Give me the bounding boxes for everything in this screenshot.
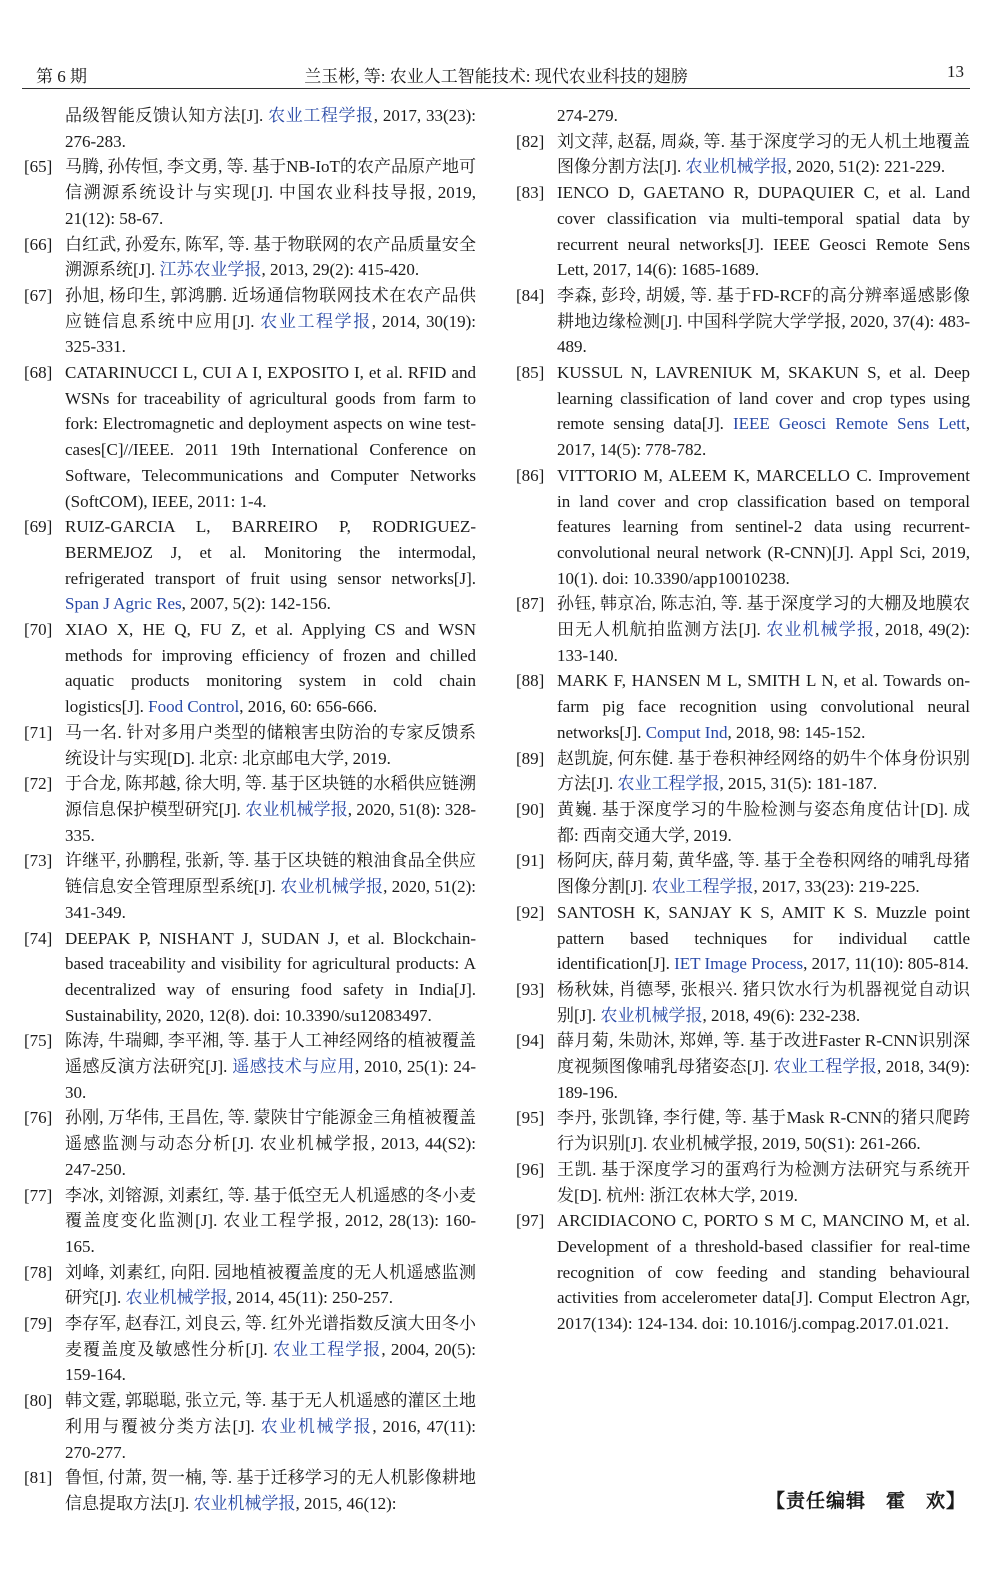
references-left-column bbox=[24, 103, 476, 1517]
reference-text-tail: , 2020, 51(2): 221-229. bbox=[787, 157, 946, 177]
reference-text-tail: , 2013, 29(2): 415-420. bbox=[261, 260, 420, 280]
reference-text-tail: , 2014, 30(19): 325-331. bbox=[65, 311, 476, 357]
reference-text-tail: , 2015, 46(12): bbox=[295, 1493, 397, 1513]
reference-number: [73] bbox=[24, 851, 53, 871]
reference-text: 许继平, 孙鹏程, 张新, 等. 基于区块链的粮油食品全供应链信息安全管理原型系统[J]. bbox=[65, 851, 476, 897]
reference-text-tail: , 2020, 51(2): 341-349. bbox=[65, 877, 477, 922]
reference-text-tail: , 2020, 51(8): 328-335. bbox=[65, 799, 476, 845]
reference-number: [88] bbox=[516, 671, 545, 691]
journal-link[interactable]: 农业机械学报 bbox=[125, 1288, 228, 1308]
reference-number: [78] bbox=[24, 1262, 53, 1282]
reference-text-tail: , 2017, 14(5): 778-782. bbox=[557, 414, 970, 460]
reference-text-tail: , 2018, 49(2): 133-140. bbox=[557, 620, 971, 665]
reference-number: [69] bbox=[24, 517, 53, 537]
journal-link[interactable]: 农业机械学报 bbox=[193, 1493, 296, 1513]
reference-item bbox=[24, 771, 476, 848]
reference-text: KUSSUL N, LAVRENIUK M, SKAKUN S, et al. Deep learning classification of land cover and crop types using remote sensing data[J]. bbox=[557, 363, 970, 434]
reference-text-tail: , 2018, 98: 145-152. bbox=[727, 722, 866, 742]
reference-number: [84] bbox=[516, 285, 545, 305]
reference-text: IENCO D, GAETANO R, DUPAQUIER C, et al. Land cover classification via multi-temporal spatial data by recurrent neural networks[J]. IEEE Geosci Remote Sens Lett, 2017, 14(6): 1685-1689. bbox=[557, 183, 970, 280]
reference-item bbox=[516, 360, 970, 463]
reference-number: [77] bbox=[24, 1185, 53, 1205]
reference-text: MARK F, HANSEN M L, SMITH L N, et al. Towards on-farm pig face recognition using convolutional neural networks[J]. bbox=[557, 671, 970, 742]
reference-item bbox=[24, 360, 476, 514]
reference-text: 孙刚, 万华伟, 王昌佐, 等. 蒙陕甘宁能源金三角植被覆盖遥感监测与动态分析[J]. 农业机械学报, 2013, 44(S2): 247-250. bbox=[65, 1108, 476, 1179]
reference-text: 陈涛, 牛瑞卿, 李平湘, 等. 基于人工神经网络的植被覆盖遥感反演方法研究[J]. bbox=[65, 1031, 476, 1077]
reference-item bbox=[516, 746, 970, 797]
reference-number: [67] bbox=[24, 285, 53, 305]
reference-text: 薛月菊, 朱勋沐, 郑婵, 等. 基于改进Faster R-CNN识别深度视频图像哺乳母猪姿态[J]. bbox=[557, 1031, 970, 1077]
reference-number: [97] bbox=[516, 1211, 545, 1231]
reference-text: RUIZ-GARCIA L, BARREIRO P, RODRIGUEZ-BERMEJOZ J, et al. Monitoring the intermodal, refrigerated transport of fruit using sensor networks[J]. bbox=[65, 517, 476, 588]
journal-link[interactable]: 农业机械学报 bbox=[245, 799, 348, 819]
reference-number: [68] bbox=[24, 363, 53, 383]
reference-text-tail: , 2010, 25(1): 24-30. bbox=[65, 1057, 476, 1102]
journal-link[interactable]: 遥感技术与应用 bbox=[232, 1057, 355, 1077]
reference-text-tail: , 2017, 33(23): 219-225. bbox=[753, 877, 920, 897]
journal-link[interactable]: 农业机械学报 bbox=[685, 157, 788, 177]
journal-link[interactable]: 农业工程学报 bbox=[273, 1339, 382, 1359]
journal-link[interactable]: Span J Agric Res bbox=[65, 594, 182, 614]
journal-link[interactable]: 农业机械学报 bbox=[280, 877, 384, 897]
reference-item bbox=[24, 1465, 476, 1516]
running-title: 兰玉彬, 等: 农业人工智能技术: 现代农业科技的翅膀 bbox=[304, 67, 688, 86]
reference-text: DEEPAK P, NISHANT J, SUDAN J, et al. Blockchain-based traceability and visibility for agricultural products: A decentralized way of ensuring food safety in India[J]. Sustainability, 2020, 12(8). doi: 10.3390/su12083497. bbox=[65, 928, 476, 1025]
reference-text: 杨阿庆, 薛月菊, 黄华盛, 等. 基于全卷积网络的哺乳母猪图像分割[J]. bbox=[557, 851, 970, 897]
journal-link[interactable]: 农业工程学报 bbox=[260, 311, 372, 331]
journal-link[interactable]: Comput Ind bbox=[645, 722, 728, 742]
reference-item bbox=[24, 1028, 476, 1105]
reference-text: 刘文萍, 赵磊, 周焱, 等. 基于深度学习的无人机土地覆盖图像分割方法[J]. bbox=[557, 131, 970, 177]
reference-item bbox=[24, 103, 476, 154]
journal-link[interactable]: 农业工程学报 bbox=[651, 877, 754, 897]
reference-number: [81] bbox=[24, 1468, 53, 1488]
reference-item bbox=[516, 283, 970, 360]
reference-text: 白红武, 孙爱东, 陈军, 等. 基于物联网的农产品质量安全溯源系统[J]. bbox=[65, 234, 476, 280]
journal-link[interactable]: 农业机械学报 bbox=[600, 1005, 703, 1025]
reference-number: [90] bbox=[516, 799, 545, 819]
reference-number: [89] bbox=[516, 748, 545, 768]
reference-number: [65] bbox=[24, 157, 53, 177]
reference-text: 黄巍. 基于深度学习的牛脸检测与姿态角度估计[D]. 成都: 西南交通大学, 2019. bbox=[557, 799, 970, 845]
reference-text: 李森, 彭玲, 胡媛, 等. 基于FD-RCF的高分辨率遥感影像耕地边缘检测[J]. 中国科学院大学学报, 2020, 37(4): 483-489. bbox=[557, 285, 970, 357]
references-right-column bbox=[516, 103, 970, 1337]
reference-text-tail: , 2004, 20(5): 159-164. bbox=[65, 1339, 477, 1385]
running-header bbox=[22, 48, 970, 89]
reference-number: [85] bbox=[516, 363, 545, 383]
journal-link[interactable]: 农业工程学报 bbox=[268, 106, 374, 125]
reference-text: 孙旭, 杨印生, 郭鸿鹏. 近场通信物联网技术在农产品供应链信息系统中应用[J]. bbox=[65, 285, 476, 331]
reference-item bbox=[24, 926, 476, 1029]
journal-link[interactable]: 农业工程学报 bbox=[773, 1057, 877, 1077]
reference-text: 孙钰, 韩京冶, 陈志泊, 等. 基于深度学习的大棚及地膜农田无人机航拍监测方法[J]. bbox=[557, 594, 970, 640]
reference-text-tail: , 2007, 5(2): 142-156. bbox=[181, 594, 331, 614]
journal-link[interactable]: IEEE Geosci Remote Sens Lett bbox=[732, 414, 966, 434]
reference-text-tail: , 2017, 11(10): 805-814. bbox=[803, 954, 969, 974]
reference-text: ARCIDIACONO C, PORTO S M C, MANCINO M, et al. Development of a threshold-based classifier for real-time recognition of cow feeding and standing behavioural activities from accelerometer data[J]. Comput Electron Agr, 2017(134): 124-134. doi: 10.1016/j.compag.2017.01.021. bbox=[557, 1211, 970, 1334]
journal-link[interactable]: IET Image Process bbox=[674, 954, 804, 974]
reference-number: [92] bbox=[516, 902, 545, 922]
reference-number: [75] bbox=[24, 1031, 53, 1051]
reference-text-tail: , 2016, 47(11): 270-277. bbox=[65, 1416, 476, 1462]
reference-number: [96] bbox=[516, 1159, 545, 1179]
reference-item bbox=[516, 591, 970, 668]
reference-text: 韩文霆, 郭聪聪, 张立元, 等. 基于无人机遥感的灌区土地利用与覆被分类方法[J]. bbox=[65, 1391, 476, 1436]
reference-number: [83] bbox=[516, 183, 545, 203]
reference-item bbox=[516, 977, 970, 1028]
reference-text-tail: , 2017, 33(23): 276-283. bbox=[65, 106, 477, 151]
reference-text: 于合龙, 陈邦越, 徐大明, 等. 基于区块链的水稻供应链溯源信息保护模型研究[J]. bbox=[65, 774, 476, 819]
reference-text-tail: , 2018, 49(6): 232-238. bbox=[702, 1005, 861, 1025]
reference-number: [93] bbox=[516, 979, 545, 999]
reference-item bbox=[24, 848, 476, 925]
reference-text-tail: , 2016, 60: 656-666. bbox=[239, 697, 378, 717]
reference-item bbox=[24, 1311, 476, 1388]
reference-number: [87] bbox=[516, 594, 545, 614]
reference-number: [95] bbox=[516, 1108, 545, 1128]
reference-number: [86] bbox=[516, 465, 545, 485]
reference-item bbox=[516, 848, 970, 899]
reference-text: 李存军, 赵春江, 刘良云, 等. 红外光谱指数反演大田冬小麦覆盖度及敏感性分析[J]. bbox=[65, 1314, 476, 1359]
reference-item bbox=[516, 1105, 970, 1156]
reference-number: [79] bbox=[24, 1314, 53, 1334]
reference-number: [72] bbox=[24, 774, 53, 794]
reference-number: [74] bbox=[24, 928, 53, 948]
reference-text: CATARINUCCI L, CUI A I, EXPOSITO I, et al. RFID and WSNs for traceability of agricultural goods from farm to fork: Electromagnetic and deployment aspects on wine test-cases[C]//IEEE. 2011 19th International Conference on Software, Telecommunications and Computer Networks (SoftCOM), IEEE, 2011: 1-4. bbox=[65, 363, 476, 511]
reference-number: [70] bbox=[24, 620, 53, 640]
reference-item bbox=[24, 1388, 476, 1465]
reference-text: 鲁恒, 付萧, 贺一楠, 等. 基于迁移学习的无人机影像耕地信息提取方法[J]. bbox=[65, 1468, 476, 1513]
reference-item bbox=[516, 129, 970, 180]
reference-item bbox=[24, 154, 476, 231]
journal-link[interactable]: 农业机械学报 bbox=[766, 620, 876, 640]
reference-text: 王凯. 基于深度学习的蛋鸡行为检测方法研究与系统开发[D]. 杭州: 浙江农林大学, 2019. bbox=[557, 1159, 970, 1205]
reference-number: [91] bbox=[516, 851, 545, 871]
reference-item bbox=[516, 103, 970, 129]
reference-number: [71] bbox=[24, 722, 53, 742]
reference-text-tail: , 2014, 45(11): 250-257. bbox=[227, 1288, 394, 1308]
journal-link[interactable]: 农业工程学报 bbox=[617, 774, 720, 794]
reference-item bbox=[516, 1028, 970, 1105]
reference-item bbox=[24, 283, 476, 360]
reference-number: [66] bbox=[24, 234, 53, 254]
reference-item bbox=[516, 900, 970, 977]
journal-link[interactable]: Food Control bbox=[148, 697, 240, 717]
page-number: 13 bbox=[947, 62, 964, 81]
reference-text: 李丹, 张凯锋, 李行健, 等. 基于Mask R-CNN的猪只爬跨行为识别[J]. 农业机械学报, 2019, 50(S1): 261-266. bbox=[557, 1108, 970, 1154]
reference-item bbox=[516, 668, 970, 745]
reference-text-tail: , 2015, 31(5): 181-187. bbox=[719, 774, 878, 794]
reference-item bbox=[24, 1183, 476, 1260]
reference-item bbox=[24, 514, 476, 617]
reference-text: 274-279. bbox=[557, 106, 618, 125]
reference-item bbox=[24, 232, 476, 283]
journal-link[interactable]: 江苏农业学报 bbox=[159, 260, 262, 280]
reference-text: 马一名. 针对多用户类型的储粮害虫防治的专家反馈系统设计与实现[D]. 北京: 北京邮电大学, 2019. bbox=[65, 722, 476, 768]
reference-text-tail: , 2018, 34(9): 189-196. bbox=[557, 1057, 971, 1102]
reference-number: [76] bbox=[24, 1108, 53, 1128]
reference-item bbox=[516, 797, 970, 848]
reference-text: XIAO X, HE Q, FU Z, et al. Applying CS and WSN methods for improving efficiency of frozen and chilled aquatic products monitoring system in cold chain logistics[J]. bbox=[65, 620, 476, 717]
responsible-editor: 【责任编辑 霍 欢】 bbox=[765, 1490, 966, 1512]
reference-item bbox=[24, 1260, 476, 1311]
reference-text: 李冰, 刘镕源, 刘素红, 等. 基于低空无人机遥感的冬小麦覆盖度变化监测[J]. 农业工程学报, 2012, 28(13): 160-165. bbox=[65, 1185, 476, 1256]
reference-text: SANTOSH K, SANJAY K S, AMIT K S. Muzzle point pattern based techniques for individual cattle identification[J]. bbox=[557, 902, 970, 974]
reference-text: VITTORIO M, ALEEM K, MARCELLO C. Improvement in land cover and crop classification based on temporal features learning from sentinel-2 data using recurrent-convolutional neural network (R-CNN)[J]. Appl Sci, 2019, 10(1). doi: 10.3390/app10010238. bbox=[557, 465, 970, 588]
reference-number: [94] bbox=[516, 1031, 545, 1051]
reference-number: [80] bbox=[24, 1391, 53, 1411]
reference-text: 马腾, 孙传恒, 李文勇, 等. 基于NB-IoT的农产品原产地可信溯源系统设计与实现[J]. 中国农业科技导报, 2019, 21(12): 58-67. bbox=[65, 157, 476, 228]
reference-text: 品级智能反馈认知方法[J]. bbox=[65, 106, 269, 125]
reference-item bbox=[516, 463, 970, 592]
reference-text: 刘峰, 刘素红, 向阳. 园地植被覆盖度的无人机遥感监测研究[J]. bbox=[65, 1262, 476, 1308]
reference-item bbox=[24, 617, 476, 720]
reference-text: 赵凯旋, 何东健. 基于卷积神经网络的奶牛个体身份识别方法[J]. bbox=[557, 748, 970, 794]
reference-item bbox=[516, 180, 970, 283]
reference-text: 杨秋妹, 肖德琴, 张根兴. 猪只饮水行为机器视觉自动识别[J]. bbox=[557, 979, 970, 1025]
issue-label: 第 6 期 bbox=[36, 67, 87, 86]
reference-item bbox=[516, 1208, 970, 1337]
reference-item bbox=[24, 720, 476, 771]
reference-number: [82] bbox=[516, 131, 545, 151]
reference-item bbox=[24, 1105, 476, 1182]
journal-link[interactable]: 农业机械学报 bbox=[260, 1416, 373, 1436]
reference-item bbox=[516, 1157, 970, 1208]
